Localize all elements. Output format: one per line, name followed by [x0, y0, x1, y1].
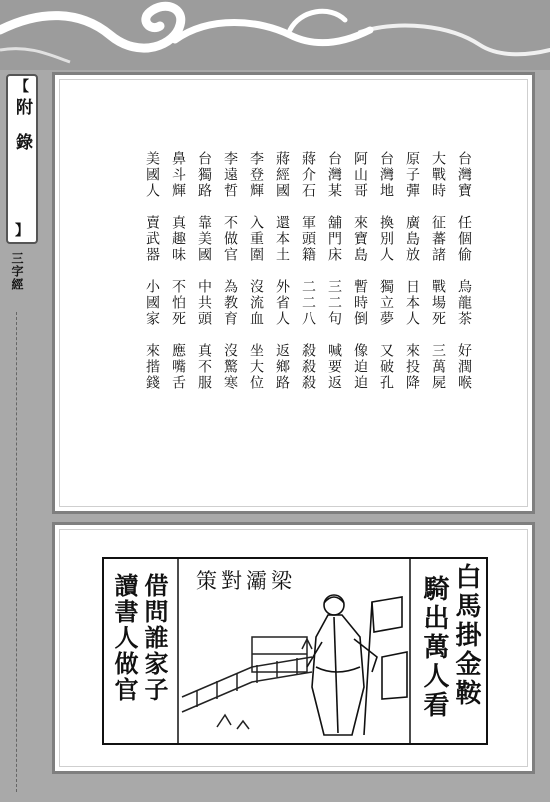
bracket-open: 【: [15, 79, 29, 95]
poem-column: 台灣地 換別人 獨立夢 又破孔: [378, 151, 394, 391]
poem-column: 李登輝 入重圍 沒流血 坐大位: [248, 151, 264, 391]
poem-column: 鼻斗輝 真趣味 不怕死 應嘴舌: [170, 151, 186, 391]
bracket-close: 】: [15, 223, 29, 239]
appendix-tab[interactable]: [6, 74, 38, 244]
book-title: 三字經: [10, 252, 24, 291]
poem-panel: [52, 72, 535, 514]
woodcut-left-column: 讀書人做官: [110, 573, 139, 703]
poem-column: 李遠哲 不做官 為教育 沒驚寒: [222, 151, 238, 391]
dotted-rule: [16, 312, 17, 792]
appendix-label: 附錄: [12, 98, 32, 168]
woodcut-banner: 策對灞梁: [196, 569, 296, 593]
poem-column: 阿山哥 來寶島 暫時倒 像迫迫: [352, 151, 368, 391]
poem-column: 台獨路 靠美國 中共頭 真不服: [196, 151, 212, 391]
poem-column: 大戰時 征蕃諸 戰場死 三萬屍: [430, 151, 446, 391]
woodcut-right-column: 騎出萬人看: [419, 575, 449, 720]
poem-column: 台灣寶 任個偷 烏龍茶 好潤喉: [456, 151, 472, 391]
woodcut-left-column: 借問誰家子: [140, 573, 169, 703]
poem-column: 蔣介石 軍頭籍 二二八 殺殺殺: [300, 151, 316, 391]
decorative-swirl: [0, 0, 550, 70]
woodcut-illustration: [102, 557, 488, 745]
poem-text: [142, 151, 474, 471]
woodcut-right-column: 白馬掛金鞍: [451, 563, 481, 708]
poem-column: 蔣經國 還本土 外省人 返鄉路: [274, 151, 290, 391]
poem-column: 美國人 賣武器 小國家 來揩錢: [144, 151, 160, 391]
poem-column: 原子彈 廣島放 日本人 來投降: [404, 151, 420, 391]
illustration-panel: [52, 522, 535, 774]
poem-column: 台灣某 舖門床 三二句 喊要返: [326, 151, 342, 391]
